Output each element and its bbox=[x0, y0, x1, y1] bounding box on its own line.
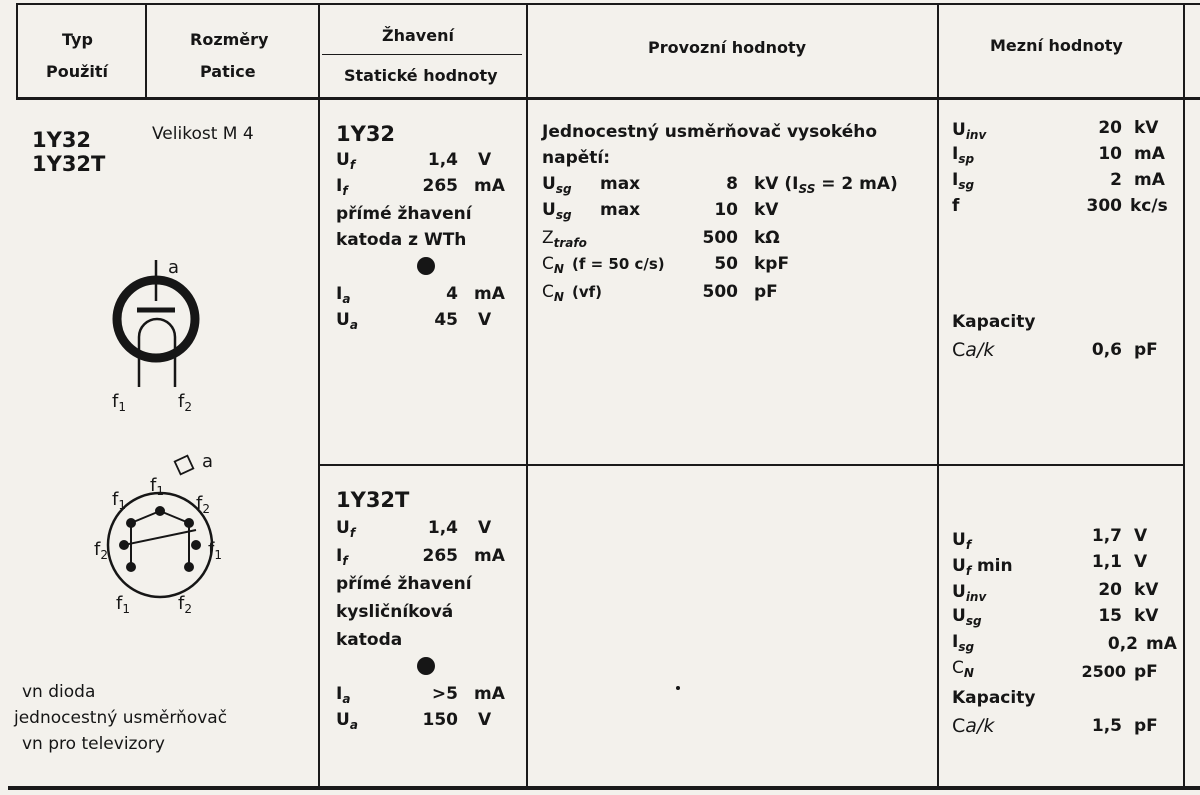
border-top bbox=[16, 3, 1200, 5]
y32-title: 1Y32 bbox=[336, 122, 396, 146]
y32t-ia-unit: mA bbox=[474, 684, 505, 704]
header-divider bbox=[16, 97, 1200, 100]
col-divider-provozni bbox=[526, 3, 528, 786]
y32-uf-unit: V bbox=[478, 150, 492, 170]
limits1-r3-value: 2 bbox=[1110, 170, 1122, 190]
y32t-if-label: $I_f$ bbox=[336, 546, 348, 568]
limits1-cap-value: 0,6 bbox=[1091, 340, 1122, 360]
col-divider-mezni bbox=[937, 3, 939, 786]
y32-ua-value: 45 bbox=[434, 310, 458, 330]
header-patice: Patice bbox=[200, 62, 256, 81]
operating-r5-extra: (vf) bbox=[572, 283, 603, 301]
border-left bbox=[16, 3, 18, 98]
operating-r3-label: $Z_{trafo}$ bbox=[542, 228, 587, 250]
limits2-r2-value: 1,1 bbox=[1091, 552, 1122, 572]
operating-title-1: Jednocestný usměrňovač vysokého bbox=[542, 122, 878, 142]
socket-pin-f1-bottom: $f_1$ bbox=[116, 593, 130, 616]
y32-note-2: katoda z WTh bbox=[336, 230, 467, 250]
y32-ua-unit: V bbox=[478, 310, 492, 330]
y32-ia-unit: mA bbox=[474, 284, 505, 304]
diagram-f1-label: $f_1$ bbox=[112, 391, 126, 414]
socket-pin-f1-left: $f_1$ bbox=[112, 489, 126, 512]
y32-note-1: přímé žhavení bbox=[336, 204, 472, 224]
operating-r5-label: $C_N$ bbox=[542, 282, 564, 304]
header-pouziti: Použití bbox=[46, 62, 109, 81]
operating-r2-value: 10 bbox=[714, 200, 738, 220]
socket-pin-f1-right: $f_1$ bbox=[208, 539, 222, 562]
limits2-r3-label: $U_{inv}$ bbox=[952, 582, 987, 604]
y32t-ia-value: >5 bbox=[431, 684, 458, 704]
y32t-note-2: kysličníková bbox=[336, 602, 454, 622]
operating-r4-extra: (f = 50 c/s) bbox=[572, 255, 665, 273]
limits1-r2-label: $I_{sp}$ bbox=[952, 144, 975, 166]
header-rozmery: Rozměry bbox=[190, 30, 269, 49]
limits1-r1-value: 20 bbox=[1098, 118, 1122, 138]
limits2-r4-label: $U_{sg}$ bbox=[952, 606, 982, 628]
y32-if-label: $I_f$ bbox=[336, 176, 348, 198]
type-1y32: 1Y32 bbox=[32, 128, 92, 152]
limits2-r5-value: 0,2 bbox=[1107, 634, 1138, 654]
limits2-r5-unit: mA bbox=[1146, 634, 1177, 654]
diagram-f2-label: $f_2$ bbox=[178, 391, 192, 414]
limits1-r2-unit: mA bbox=[1134, 144, 1165, 164]
operating-r1-unit: kV ($I_{SS} = 2$ mA) bbox=[754, 174, 898, 196]
limits1-r1-unit: kV bbox=[1134, 118, 1159, 138]
limits2-r4-unit: kV bbox=[1134, 606, 1159, 626]
filament-dot-icon bbox=[416, 656, 436, 676]
operating-r5-value: 500 bbox=[702, 282, 738, 302]
limits1-r4-label: f bbox=[952, 196, 960, 216]
y32-ia-label: $I_a$ bbox=[336, 284, 351, 306]
stray-dot bbox=[676, 686, 680, 690]
y32-uf-value: 1,4 bbox=[427, 150, 458, 170]
y32-uf-label: $U_f$ bbox=[336, 150, 356, 172]
y32-if-unit: mA bbox=[474, 176, 505, 196]
y32t-uf-label: $U_f$ bbox=[336, 518, 356, 540]
y32-if-value: 265 bbox=[422, 176, 458, 196]
limits2-r6-value: 2500 bbox=[1081, 662, 1126, 681]
filament-dot-icon bbox=[416, 256, 436, 276]
limits2-r3-value: 20 bbox=[1098, 580, 1122, 600]
row-divider bbox=[320, 464, 1185, 466]
y32t-title: 1Y32T bbox=[336, 488, 410, 512]
border-bottom bbox=[8, 786, 1200, 790]
y32t-ia-label: $I_a$ bbox=[336, 684, 351, 706]
type-1y32t: 1Y32T bbox=[32, 152, 106, 176]
limits2-r6-label: $C_N$ bbox=[952, 658, 974, 680]
limits1-r3-label: $I_{sg}$ bbox=[952, 170, 975, 192]
limits2-r1-label: $U_f$ bbox=[952, 530, 972, 552]
operating-r2-unit: kV bbox=[754, 200, 779, 220]
header-sub-divider bbox=[322, 54, 522, 55]
col-divider-zhaveni bbox=[318, 3, 320, 786]
y32t-if-value: 265 bbox=[422, 546, 458, 566]
limits1-r1-label: $U_{inv}$ bbox=[952, 120, 987, 142]
use-line-3: vn pro televizory bbox=[22, 734, 165, 754]
operating-r4-unit: kpF bbox=[754, 254, 790, 274]
operating-r1-extra: max bbox=[600, 174, 641, 194]
header-mezni-hodnoty: Mezní hodnoty bbox=[990, 36, 1123, 55]
limits2-r1-unit: V bbox=[1134, 526, 1148, 546]
header-zhaveni: Žhavení bbox=[382, 26, 454, 45]
operating-r3-unit: kΩ bbox=[754, 228, 780, 248]
socket-pin-f2-left: $f_2$ bbox=[94, 539, 108, 562]
y32t-if-unit: mA bbox=[474, 546, 505, 566]
operating-r5-unit: pF bbox=[754, 282, 778, 302]
socket-anode-label: a bbox=[202, 451, 214, 472]
y32t-note-3: katoda bbox=[336, 630, 403, 650]
limits2-cap-value: 1,5 bbox=[1091, 716, 1122, 736]
operating-r3-value: 500 bbox=[702, 228, 738, 248]
limits2-r6-unit: pF bbox=[1134, 662, 1158, 682]
limits2-r3-unit: kV bbox=[1134, 580, 1159, 600]
operating-r2-label: $U_{sg}$ bbox=[542, 200, 572, 222]
limits2-r5-label: $I_{sg}$ bbox=[952, 632, 975, 654]
limits1-cap-label: Ca/k bbox=[952, 339, 995, 361]
limits1-r4-unit: kc/s bbox=[1130, 196, 1168, 216]
y32-ua-label: $U_a$ bbox=[336, 310, 358, 332]
operating-r4-label: $C_N$ bbox=[542, 254, 564, 276]
limits2-r4-value: 15 bbox=[1098, 606, 1122, 626]
size-label: Velikost M 4 bbox=[152, 124, 254, 144]
diagram-anode-label: a bbox=[168, 257, 180, 278]
limits1-r3-unit: mA bbox=[1134, 170, 1165, 190]
y32t-ua-unit: V bbox=[478, 710, 492, 730]
limits2-r2-label: $U_f$ min bbox=[952, 556, 1013, 578]
limits1-cap-unit: pF bbox=[1134, 340, 1158, 360]
operating-r2-extra: max bbox=[600, 200, 641, 220]
limits1-r2-value: 10 bbox=[1098, 144, 1122, 164]
header-typ: Typ bbox=[62, 30, 93, 49]
socket-pin-f1-top: $f_1$ bbox=[150, 475, 164, 498]
socket-pin-f2-right: $f_2$ bbox=[196, 493, 210, 516]
operating-r4-value: 50 bbox=[714, 254, 738, 274]
y32t-ua-label: $U_a$ bbox=[336, 710, 358, 732]
operating-title-2: napětí: bbox=[542, 148, 611, 168]
limits1-cap-title: Kapacity bbox=[952, 312, 1036, 332]
header-staticke-hodnoty: Statické hodnoty bbox=[344, 66, 498, 85]
operating-r1-label: $U_{sg}$ bbox=[542, 174, 572, 196]
y32t-uf-value: 1,4 bbox=[427, 518, 458, 538]
y32-ia-value: 4 bbox=[446, 284, 458, 304]
socket-pin-f2-bottom: $f_2$ bbox=[178, 593, 192, 616]
limits2-cap-title: Kapacity bbox=[952, 688, 1036, 708]
border-right bbox=[1183, 3, 1185, 786]
col-divider-typ bbox=[145, 3, 147, 98]
y32t-note-1: přímé žhavení bbox=[336, 574, 472, 594]
limits2-cap-unit: pF bbox=[1134, 716, 1158, 736]
limits1-r4-value: 300 bbox=[1086, 196, 1122, 216]
limits2-cap-label: Ca/k bbox=[952, 715, 995, 737]
header-provozni-hodnoty: Provozní hodnoty bbox=[648, 38, 807, 57]
y32t-ua-value: 150 bbox=[422, 710, 458, 730]
y32t-uf-unit: V bbox=[478, 518, 492, 538]
limits2-r1-value: 1,7 bbox=[1091, 526, 1122, 546]
limits2-r2-unit: V bbox=[1134, 552, 1148, 572]
use-line-1: vn dioda bbox=[22, 682, 96, 702]
operating-r1-value: 8 bbox=[726, 174, 738, 194]
use-line-2: jednocestný usměrňovač bbox=[14, 708, 228, 728]
